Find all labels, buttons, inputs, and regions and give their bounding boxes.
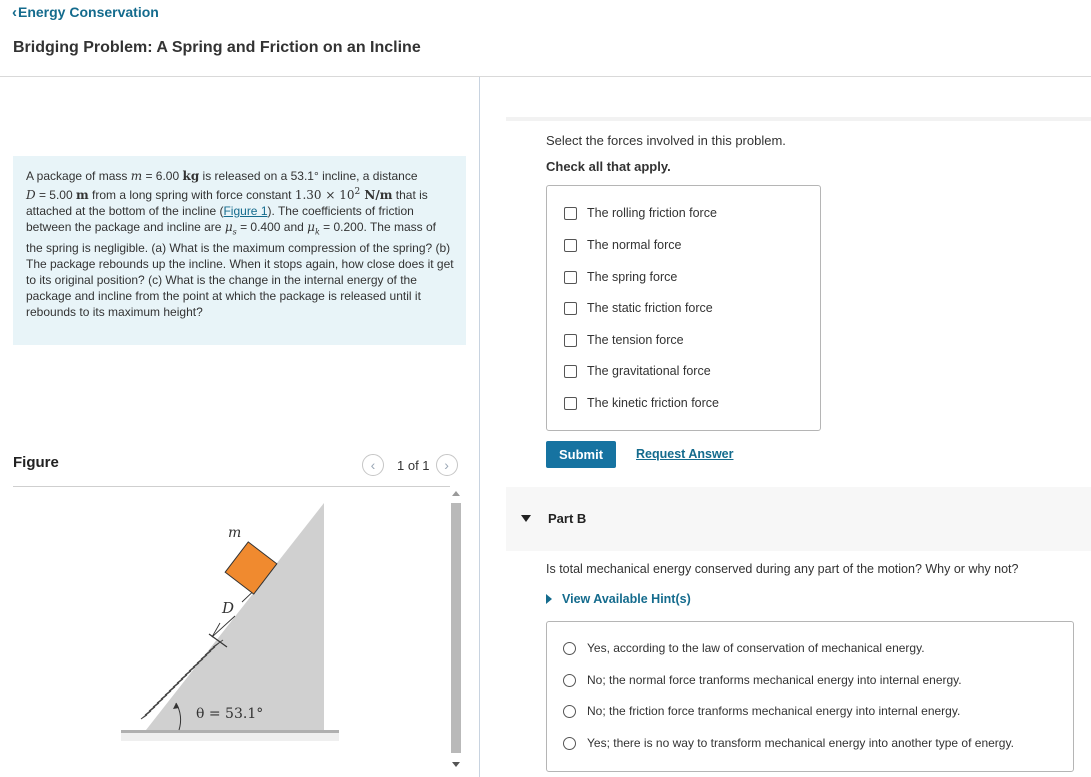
checkbox[interactable]	[564, 207, 577, 220]
option-label: The spring force	[587, 270, 678, 284]
radio-button[interactable]	[563, 642, 576, 655]
radio-button[interactable]	[563, 674, 576, 687]
request-answer-link[interactable]: Request Answer	[636, 447, 734, 461]
problem-text: ). The coefficients of friction between the package and incline are	[26, 204, 414, 234]
scroll-up-arrow-icon[interactable]	[452, 491, 460, 496]
spring-constant-exponent: 2	[354, 187, 361, 197]
problem-text: = 5.00	[35, 188, 76, 202]
energy-radio-group	[546, 621, 1074, 772]
unit-m: m	[76, 188, 89, 202]
option-label: The tension force	[587, 333, 684, 347]
mu-k-subscript: k	[314, 227, 320, 237]
option-label: The kinetic friction force	[587, 396, 719, 410]
incline-diagram	[13, 487, 449, 777]
checkbox-option[interactable]	[564, 394, 719, 412]
forces-checkbox-group	[546, 185, 821, 431]
mu-k-symbol: μ	[307, 220, 315, 234]
option-label: The static friction force	[587, 301, 713, 315]
checkbox[interactable]	[564, 271, 577, 284]
header-divider	[0, 76, 1091, 77]
problem-text: that is attached at the bottom of the incline (	[26, 188, 428, 218]
checkbox-option[interactable]	[564, 236, 681, 254]
page-title: Bridging Problem: A Spring and Friction on an Incline	[13, 39, 421, 56]
submit-button[interactable]: Submit	[546, 441, 616, 468]
caret-right-icon	[546, 594, 552, 604]
next-figure-button[interactable]	[436, 454, 458, 476]
problem-text: A package of mass	[26, 169, 131, 183]
part-a-header-bar	[506, 117, 1091, 121]
radio-option[interactable]	[563, 671, 962, 689]
figure-heading: Figure	[13, 454, 59, 471]
scroll-down-arrow-icon[interactable]	[452, 762, 460, 767]
angle-label: θ = 53.1°	[196, 706, 264, 722]
chevron-left-icon: ‹	[12, 4, 17, 21]
checkbox[interactable]	[564, 397, 577, 410]
problem-text: from a long spring with force constant	[88, 188, 295, 202]
ground-shadow	[121, 733, 339, 741]
option-label: No; the normal force tranforms mechanical energy into internal energy.	[587, 673, 962, 687]
option-label: No; the friction force tranforms mechanical energy into internal energy.	[587, 704, 961, 718]
radio-option[interactable]	[563, 639, 925, 657]
distance-arrow	[212, 623, 220, 637]
mu-s-subscript: s	[232, 227, 237, 237]
part-b-header[interactable]	[506, 487, 1091, 551]
part-b-question: Is total mechanical energy conserved during any part of the motion? Why or why not?	[546, 562, 1019, 576]
view-hints-label: View Available Hint(s)	[562, 592, 691, 606]
problem-text: = 6.00	[142, 169, 183, 183]
checkbox[interactable]	[564, 302, 577, 315]
figure-1-link[interactable]: Figure 1	[223, 204, 268, 218]
checkbox[interactable]	[564, 365, 577, 378]
radio-button[interactable]	[563, 737, 576, 750]
back-link-label: Energy Conservation	[18, 4, 159, 20]
checkbox-option[interactable]	[564, 204, 717, 222]
ground-line	[121, 730, 339, 733]
checkbox[interactable]	[564, 239, 577, 252]
checkbox-option[interactable]	[564, 299, 713, 317]
mass-symbol: m	[130, 169, 143, 183]
unit-n-per-m: N/m	[360, 188, 393, 202]
part-b-label: Part B	[548, 511, 587, 526]
option-label: Yes, according to the law of conservation of mechanical energy.	[587, 641, 925, 655]
column-divider	[479, 77, 480, 777]
part-a-instruction: Check all that apply.	[546, 159, 671, 174]
part-a-question: Select the forces involved in this problem.	[546, 133, 786, 148]
previous-figure-button[interactable]	[362, 454, 384, 476]
spring-constant-value: 1.30 × 10	[294, 188, 355, 202]
problem-statement	[13, 156, 466, 345]
option-label: Yes; there is no way to transform mechanical energy into another type of energy.	[587, 736, 1014, 750]
checkbox-option[interactable]	[564, 268, 677, 286]
mass-label: m	[228, 525, 242, 541]
scroll-thumb[interactable]	[451, 503, 461, 753]
distance-label: D	[222, 599, 235, 617]
option-label: The normal force	[587, 238, 682, 252]
chevron-left-icon: ‹	[370, 457, 376, 473]
checkbox-option[interactable]	[564, 331, 684, 349]
distance-symbol: D	[26, 188, 36, 202]
mu-s-symbol: μ	[224, 220, 233, 234]
figure-pager-text: 1 of 1	[397, 457, 430, 473]
option-label: The gravitational force	[587, 364, 711, 378]
checkbox-option[interactable]	[564, 362, 711, 380]
figure-pager	[362, 454, 458, 476]
unit-kg: kg	[182, 169, 200, 183]
radio-button[interactable]	[563, 705, 576, 718]
option-label: The rolling friction force	[587, 206, 717, 220]
caret-down-icon	[521, 515, 531, 522]
problem-text: is released on a 53.1° incline, a distance	[199, 169, 418, 183]
radio-option[interactable]	[563, 734, 1014, 752]
back-link-energy-conservation[interactable]	[12, 4, 159, 21]
checkbox[interactable]	[564, 334, 577, 347]
figure-scrollbar[interactable]	[449, 487, 464, 777]
radio-option[interactable]	[563, 702, 960, 720]
problem-text: = 0.200. The mass of the spring is negligible. (a) What is the maximum compression of the spring? (b) The package rebounds up the incline. When it stops again, how close does it get to its original position? (c) What is the change in the internal energy of the package and incline from the point at which the package is released until it rebounds to its maximum height?	[26, 220, 454, 320]
problem-text: = 0.400 and	[236, 220, 308, 234]
chevron-right-icon: ›	[444, 457, 449, 473]
view-hints-toggle[interactable]	[546, 592, 691, 606]
